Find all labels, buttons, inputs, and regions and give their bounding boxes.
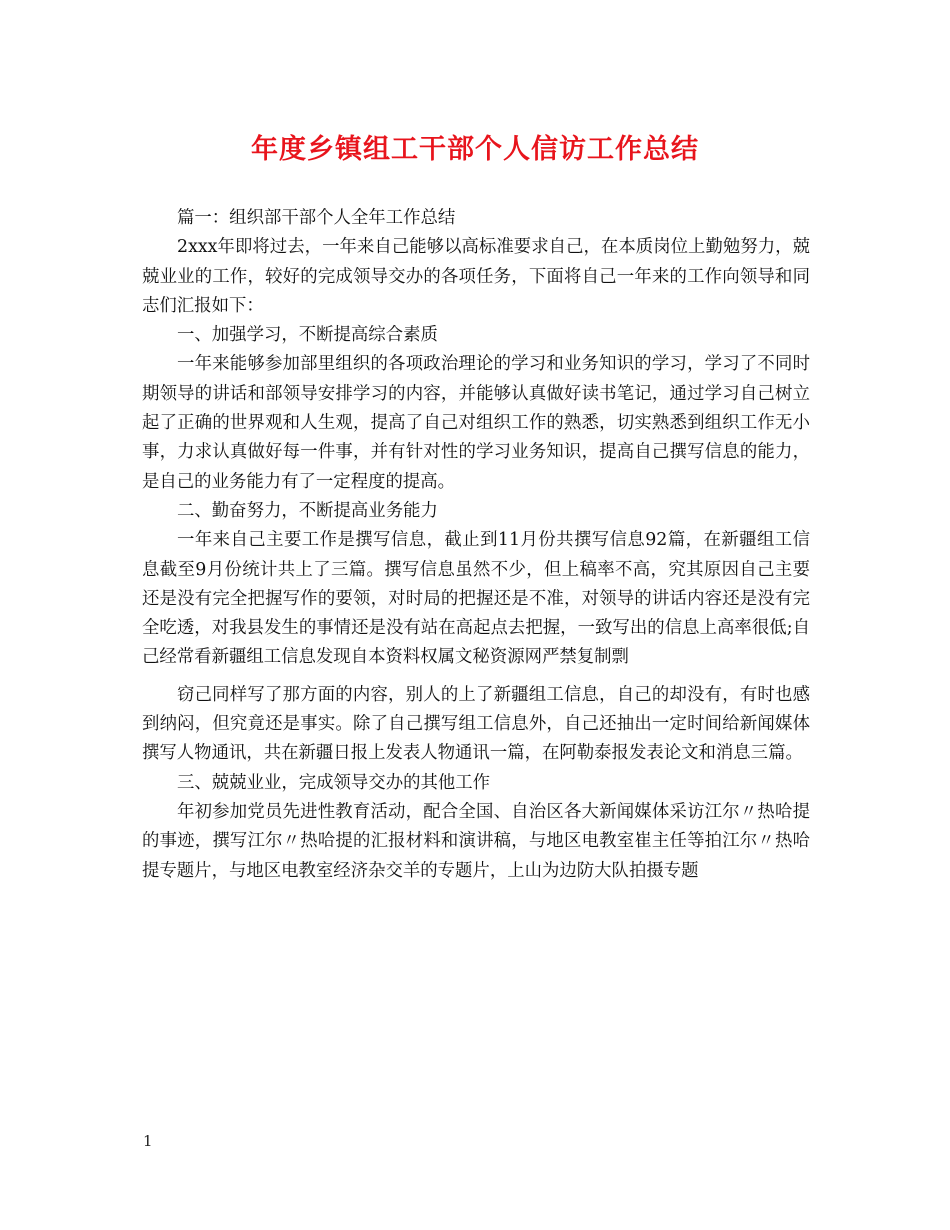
body-paragraph: 2xxx年即将过去，一年来自己能够以高标准要求自己，在本质岗位上勤勉努力，兢兢业业的工作，较好的完成领导交办的各项任务，下面将自己一年来的工作向领导和同志们汇报如下： [142, 237, 810, 316]
section-heading: 一、加强学习，不断提高综合素质 [177, 325, 438, 346]
page-number: 1 [143, 1132, 153, 1150]
body-paragraph: 一年来能够参加部里组织的各项政治理论的学习和业务知识的学习，学习了不同时期领导的讲话和部领导安排学习的内容，并能够认真做好读书笔记，通过学习自己树立起了正确的世界观和人生观，提高了自己对组织工作的熟悉，切实熟悉到组织工作无小事，力求认真做好每一件事，并有针对性的学习业务知识，提高自己撰写信息的能力，是自己的业务能力有了一定程度的提高。 [142, 354, 810, 492]
body-paragraph: 一年来自己主要工作是撰写信息，截止到11月份共撰写信息92篇，在新疆组工信息截至9月份统计共上了三篇。撰写信息虽然不少，但上稿率不高，究其原因自己主要还是没有完全把握写作的要领，对时局的把握还是不准，对领导的讲话内容还是没有完全吃透，对我县发生的事情还是没有站在高起点去把握，一致写出的信息上高率很低;自己经常看新疆组工信息发现自本资料权属文秘资源网严禁复制剽 [142, 530, 810, 668]
body-paragraph: 年初参加党员先进性教育活动，配合全国、自治区各大新闻媒体采访江尔〃热哈提的事迹，撰写江尔〃热哈提的汇报材料和演讲稿，与地区电教室崔主任等拍江尔〃热哈提专题片，与地区电教室经济杂交羊的专题片，上山为边防大队拍摄专题 [142, 801, 810, 881]
section-heading: 篇一：组织部干部个人全年工作总结 [177, 208, 456, 228]
section-heading: 三、兢兢业业，完成领导交办的其他工作 [177, 772, 491, 793]
body-paragraph: 窃己同样写了那方面的内容，别人的上了新疆组工信息，自己的却没有，有时也感到纳闷，但究竟还是事实。除了自己撰写组工信息外，自己还抽出一定时间给新闻媒体撰写人物通讯，共在新疆日报上发表人物通讯一篇，在阿勒泰报发表论文和消息三篇。 [142, 684, 810, 764]
document-title: 年度乡镇组工干部个人信访工作总结 [251, 134, 699, 165]
document-body [142, 204, 810, 886]
section-heading: 二、勤奋努力，不断提高业务能力 [177, 500, 438, 521]
